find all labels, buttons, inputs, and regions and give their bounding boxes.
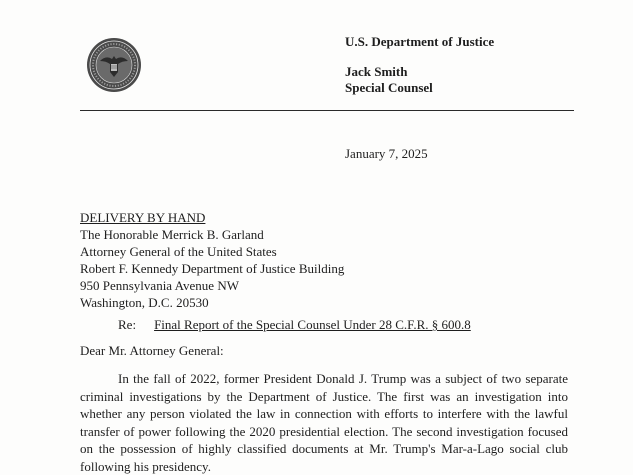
sender-name: Jack Smith	[345, 64, 408, 79]
delivery-method: DELIVERY BY HAND	[80, 210, 206, 225]
department-name: U.S. Department of Justice	[345, 34, 495, 49]
sender-title: Special Counsel	[345, 80, 433, 95]
re-subject: Final Report of the Special Counsel Under 28 C.F.R. § 600.8	[154, 317, 471, 332]
recipient-address	[80, 209, 344, 311]
recipient-line: Attorney General of the United States	[80, 244, 277, 259]
recipient-line: Washington, D.C. 20530	[80, 295, 209, 310]
recipient-line: Robert F. Kennedy Department of Justice Building	[80, 261, 345, 276]
body-text	[80, 370, 568, 475]
paragraph: In the fall of 2022, former President Donald J. Trump was a subject of two separate criminal investigations by the Department of Justice. The first was an investigation into whether any person violated the law in connection with efforts to interfere with the lawful transfer of power following the 2020 presidential election. The second investigation focused on the possession of highly classified documents at Mr. Trump's Mar-a-Lago social club following his presidency.	[80, 371, 568, 474]
recipient-line: 950 Pennsylvania Avenue NW	[80, 278, 239, 293]
salutation: Dear Mr. Attorney General:	[80, 343, 224, 358]
re-label: Re:	[118, 317, 137, 332]
letter-date: January 7, 2025	[345, 146, 428, 161]
recipient-line: The Honorable Merrick B. Garland	[80, 227, 264, 242]
doj-seal-icon	[86, 37, 142, 93]
header-divider	[80, 110, 574, 111]
letterhead	[345, 34, 494, 96]
subject-line	[118, 317, 471, 333]
